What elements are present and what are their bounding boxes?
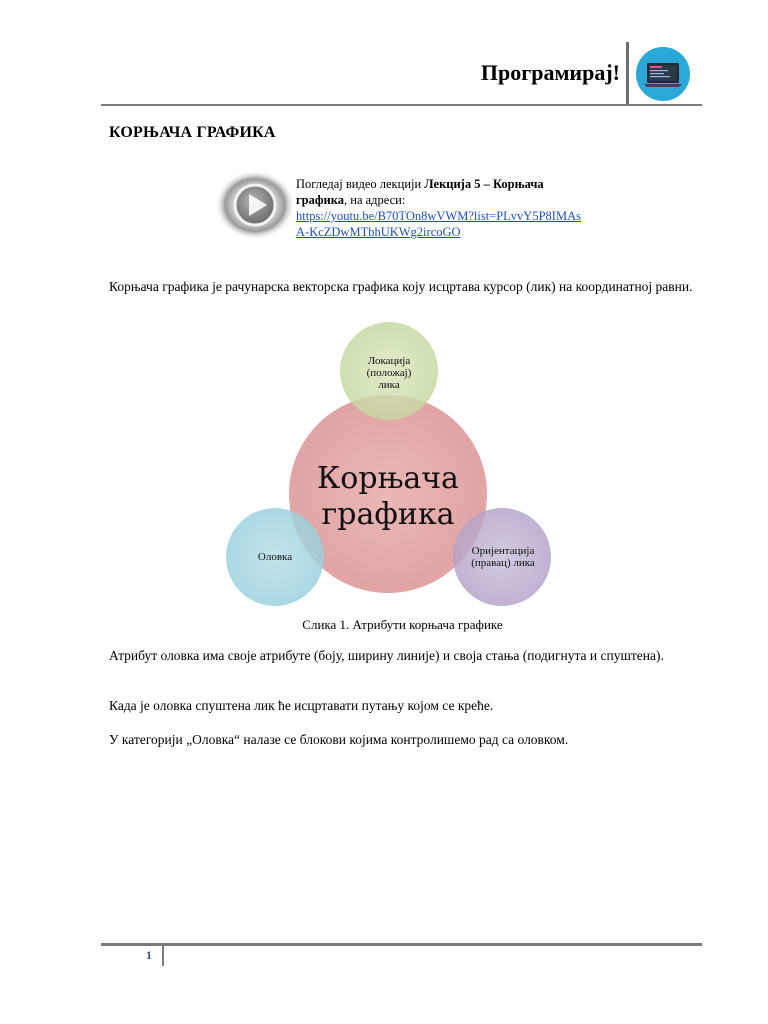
left-label: Оловка <box>257 551 293 563</box>
center-label-line2: графика <box>321 497 455 532</box>
play-button-icon[interactable] <box>215 170 295 240</box>
footer-divider-vertical <box>162 946 164 966</box>
intro-paragraph: Корњача графика је рачунарска векторска графика коју исцртава курсор (лик) на координатној равни. <box>109 279 693 294</box>
pen-attributes-paragraph: Атрибут оловка има своје атрибуте (боју, ширину линије) и своја стања (подигнута и спуштена). <box>109 648 664 663</box>
top-label-line3: лика <box>378 379 400 391</box>
section-title: КОРЊАЧА ГРАФИКА <box>109 124 276 141</box>
pen-down-paragraph: Када је оловка спуштена лик ће исцртавати путању којом се креће. <box>109 698 494 713</box>
video-link[interactable]: https://youtu.be/B70TOn8wVWM?list=PLvvY5P8IMAsA-KcZDwMTbhUKWg2ircoGO <box>296 209 581 239</box>
turtle-graphics-diagram <box>220 322 560 612</box>
center-label-line1: Корњача <box>317 461 459 496</box>
top-label-line1: Локација <box>367 355 411 367</box>
document-header-title: Програмирај! <box>480 60 620 85</box>
diagram-svg <box>220 322 560 612</box>
right-label-line1: Оријентација <box>471 545 535 557</box>
header-rule <box>101 104 702 106</box>
video-lecture-info <box>296 176 586 240</box>
pen-category-paragraph: У категорији „Оловка“ налазе се блокови којима контролишемо рад са оловком. <box>109 732 569 747</box>
video-lecture-title: Лекција 5 – Корњача графика <box>296 177 544 207</box>
video-text-before: Погледај видео лекцији <box>296 177 425 191</box>
page-number: 1 <box>146 948 152 962</box>
programming-laptop-logo-icon <box>635 46 691 102</box>
figure-caption: Слика 1. Атрибути корњача графике <box>302 617 503 632</box>
right-label-line2: (правац) лика <box>471 557 535 569</box>
footer-rule <box>101 943 702 946</box>
header-divider-vertical <box>626 42 629 104</box>
video-text-after: , на адреси: <box>344 193 406 207</box>
top-label-line2: (положај) <box>366 367 412 379</box>
